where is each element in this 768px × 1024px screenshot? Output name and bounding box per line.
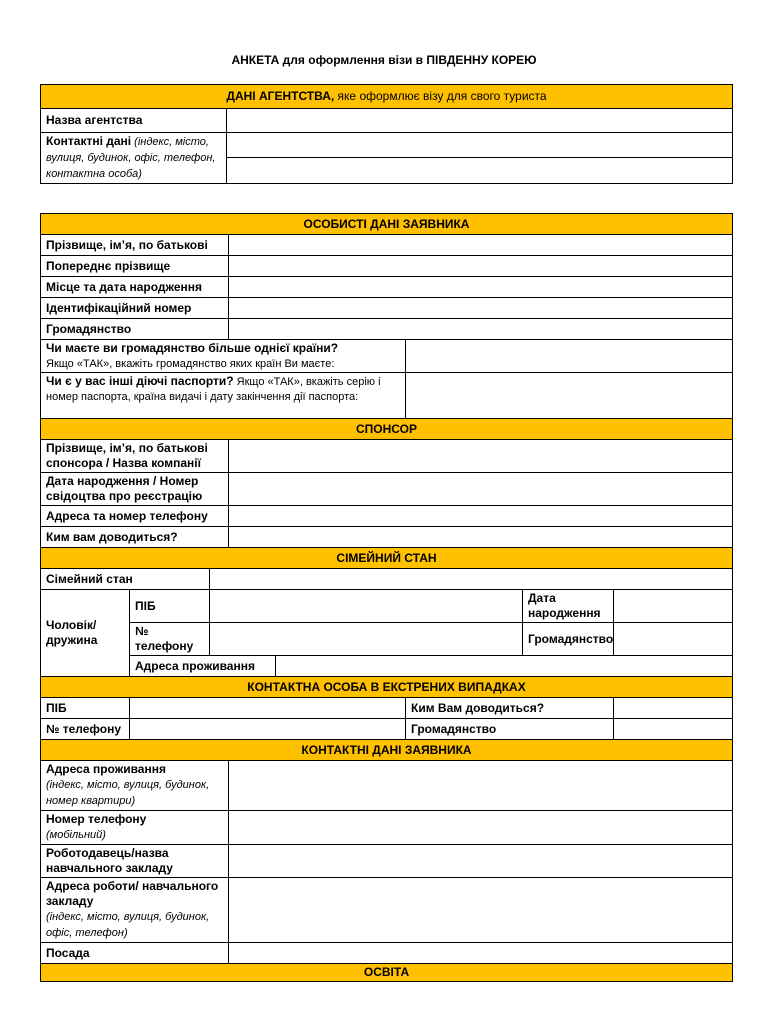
emergency-citizenship-field[interactable] (614, 719, 733, 740)
birth-label: Місце та дата народження (41, 277, 229, 298)
emergency-header: КОНТАКТНА ОСОБА В ЕКСТРЕНИХ ВИПАДКАХ (41, 677, 733, 698)
agency-name-field[interactable] (227, 109, 733, 133)
agency-header-rest: яке оформлює візу для свого туриста (334, 89, 547, 103)
other-passports-hint: Якщо «ТАК», вкажіть серію і номер паспорта, країна видачі і дату закінчення дії паспорта: (46, 376, 381, 403)
contact-address-text: Адреса проживання (46, 762, 166, 776)
spouse-citizenship-label: Громадянство (523, 623, 614, 656)
agency-table (40, 84, 733, 184)
contact-address-hint: (індекс, місто, вулиця, будинок, номер квартири) (46, 779, 210, 807)
emergency-relation-field[interactable] (614, 698, 733, 719)
emergency-phone-label: № телефону (41, 719, 130, 740)
sponsor-birth-label: Дата народження / Номер свідоцтва про реєстрацію (41, 473, 229, 506)
prev-surname-label: Попереднє прізвище (41, 256, 229, 277)
contact-phone-field[interactable] (229, 811, 733, 845)
contacts-header: КОНТАКТНІ ДАНІ ЗАЯВНИКА (41, 740, 733, 761)
other-passports-label (41, 373, 406, 419)
work-address-label (41, 878, 229, 943)
multi-citizenship-hint: Якщо «ТАК», вкажіть громадянство яких країн Ви маєте: (46, 358, 335, 370)
agency-contact-text: Контактні дані (46, 134, 132, 148)
emergency-citizenship-label: Громадянство (406, 719, 614, 740)
work-address-hint: (індекс, місто, вулиця, будинок, офіс, телефон) (46, 911, 210, 939)
birth-field[interactable] (229, 277, 733, 298)
emergency-relation-label: Ким Вам доводиться? (406, 698, 614, 719)
agency-header (41, 85, 733, 109)
family-status-field[interactable] (210, 569, 733, 590)
sponsor-name-field[interactable] (229, 440, 733, 473)
spouse-address-label: Адреса проживання (130, 656, 276, 677)
employer-label: Роботодавець/назва навчального закладу (41, 845, 229, 878)
spouse-pib-label: ПІБ (130, 590, 210, 623)
spouse-phone-field[interactable] (210, 623, 523, 656)
other-passports-question: Чи є у вас інші діючі паспорти? (46, 374, 234, 388)
full-name-field[interactable] (229, 235, 733, 256)
sponsor-birth-field[interactable] (229, 473, 733, 506)
sponsor-name-label: Прізвище, ім’я, по батькові спонсора / Назва компанії (41, 440, 229, 473)
work-address-text: Адреса роботи/ навчального закладу (46, 879, 219, 908)
contact-phone-text: Номер телефону (46, 812, 147, 826)
spouse-birth-field[interactable] (614, 590, 733, 623)
contact-address-label (41, 761, 229, 811)
personal-header: ОСОБИСТІ ДАНІ ЗАЯВНИКА (41, 214, 733, 235)
other-passports-field[interactable] (406, 373, 733, 419)
citizenship-field[interactable] (229, 319, 733, 340)
contact-phone-hint: (мобільний) (46, 829, 106, 841)
multi-citizenship-label (41, 340, 406, 373)
work-address-field[interactable] (229, 878, 733, 943)
spouse-address-field[interactable] (276, 656, 733, 677)
emergency-pib-field[interactable] (130, 698, 406, 719)
applicant-table (40, 213, 733, 982)
sponsor-header: СПОНСОР (41, 419, 733, 440)
spouse-pib-field[interactable] (210, 590, 523, 623)
employer-field[interactable] (229, 845, 733, 878)
agency-name-label: Назва агентства (41, 109, 227, 133)
emergency-pib-label: ПІБ (41, 698, 130, 719)
spouse-citizenship-field[interactable] (614, 623, 733, 656)
agency-contact-field-1[interactable] (227, 133, 733, 158)
agency-header-bold: ДАНІ АГЕНТСТВА, (226, 89, 335, 103)
sponsor-relation-label: Ким вам доводиться? (41, 527, 229, 548)
agency-contact-hint: (індекс, місто, вулиця, будинок, офіс, телефон, контактна особа) (46, 136, 216, 180)
education-header: ОСВІТА (41, 964, 733, 982)
spouse-label: Чоловік/ дружина (41, 590, 130, 677)
id-number-label: Ідентифікаційний номер (41, 298, 229, 319)
contact-address-field[interactable] (229, 761, 733, 811)
agency-contact-field-2[interactable] (227, 157, 733, 183)
sponsor-address-field[interactable] (229, 506, 733, 527)
full-name-label: Прізвище, ім’я, по батькові (41, 235, 229, 256)
form-title: АНКЕТА для оформлення візи в ПІВДЕННУ КОРЕЮ (231, 53, 537, 67)
prev-surname-field[interactable] (229, 256, 733, 277)
position-field[interactable] (229, 943, 733, 964)
spouse-phone-label: № телефону (130, 623, 210, 656)
family-header: СІМЕЙНИЙ СТАН (41, 548, 733, 569)
spouse-birth-label: Дата народження (523, 590, 614, 623)
contact-phone-label (41, 811, 229, 845)
emergency-phone-field[interactable] (130, 719, 406, 740)
sponsor-address-label: Адреса та номер телефону (41, 506, 229, 527)
family-status-label: Сімейний стан (41, 569, 210, 590)
agency-contact-label (41, 133, 227, 184)
sponsor-relation-field[interactable] (229, 527, 733, 548)
citizenship-label: Громадянство (41, 319, 229, 340)
multi-citizenship-field[interactable] (406, 340, 733, 373)
id-number-field[interactable] (229, 298, 733, 319)
position-label: Посада (41, 943, 229, 964)
multi-citizenship-question: Чи маєте ви громадянство більше однієї країни? (46, 341, 339, 355)
